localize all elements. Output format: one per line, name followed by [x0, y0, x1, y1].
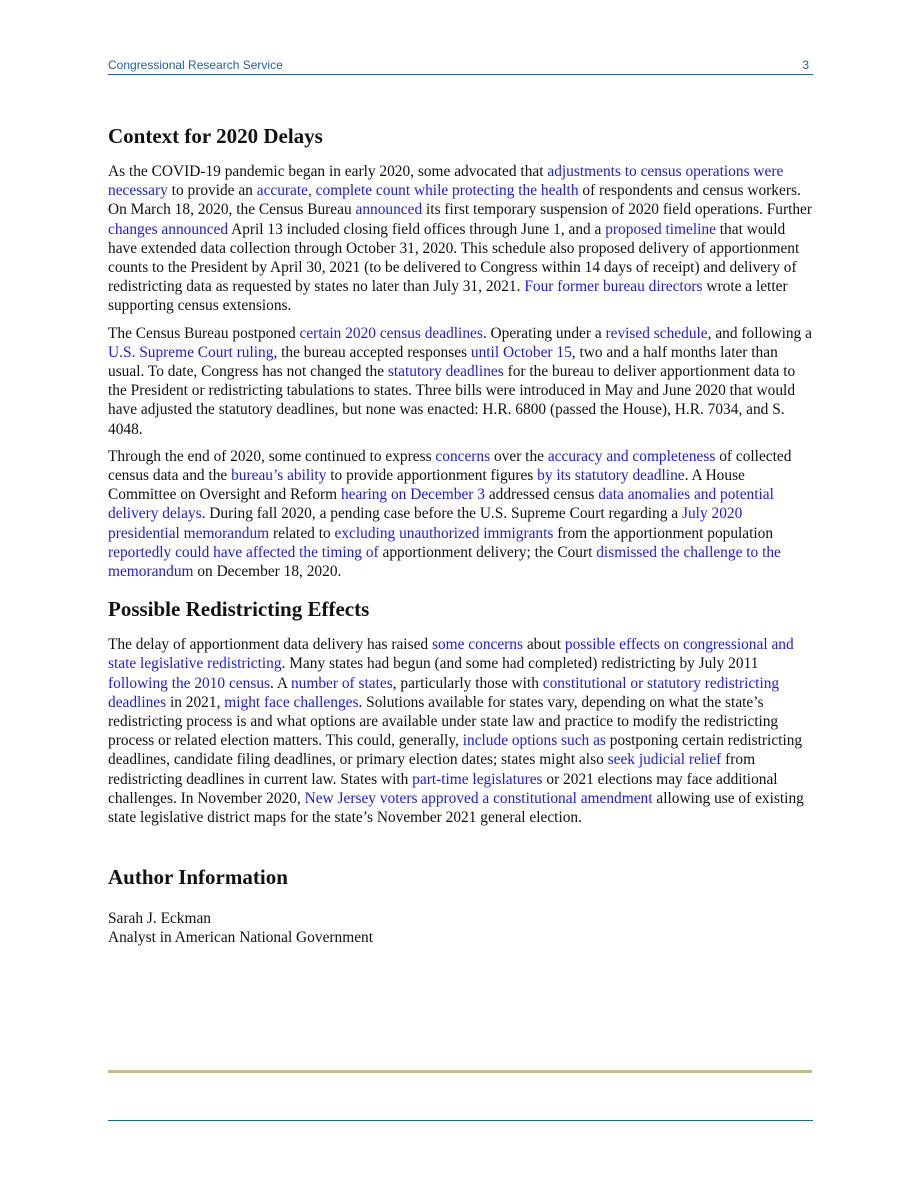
- hyperlink[interactable]: number of states: [290, 674, 393, 692]
- hyperlink[interactable]: accurate, complete count while protecting the health: [256, 182, 579, 200]
- paragraph: [108, 447, 813, 581]
- text-run: in 2021,: [166, 693, 225, 711]
- paragraph: [108, 635, 813, 827]
- paragraph: [108, 162, 813, 316]
- hyperlink[interactable]: some concerns: [431, 636, 523, 654]
- footer-rule: [108, 1120, 813, 1121]
- hyperlink[interactable]: accuracy and completeness: [547, 447, 716, 465]
- text-run: The delay of apportionment data delivery has raised: [108, 636, 432, 654]
- text-run: . During fall 2020, a pending case before the U.S. Supreme Court regarding a: [201, 505, 682, 523]
- text-run: allowing use of existing state legislative district maps for the state’s November 2021 general election.: [108, 789, 804, 827]
- text-run: to provide an: [167, 182, 257, 200]
- paragraph: [108, 324, 813, 439]
- document-body: [108, 122, 813, 947]
- text-run: Through the end of 2020, some continued to express: [108, 447, 436, 465]
- hyperlink[interactable]: Four former bureau directors: [524, 278, 703, 296]
- text-run: of collected census data and the: [108, 447, 792, 485]
- text-run: apportionment delivery; the Court: [378, 543, 597, 561]
- text-run: wrote a letter supporting census extensions.: [108, 278, 788, 315]
- hyperlink[interactable]: U.S. Supreme Court ruling: [108, 343, 274, 361]
- text-run: about: [522, 636, 565, 654]
- hyperlink[interactable]: possible effects on congressional and state legislative redistricting: [108, 636, 794, 673]
- hyperlink[interactable]: excluding unauthorized immigrants: [334, 524, 554, 542]
- text-run: . Operating under a: [482, 324, 606, 342]
- hyperlink[interactable]: changes announced: [108, 220, 229, 238]
- hyperlink[interactable]: July 2020 presidential memorandum: [108, 505, 743, 542]
- text-run: for the bureau to deliver apportionment data to the President or redistricting tabulations to states. Three bills were introduced in May and June 2020 that would have adjusted the statutory deadlines, but none was enacted: H.R. 6800 (passed the House), H.R. 7034, and S. 4048.: [108, 363, 796, 438]
- text-run: . Solutions available for states vary, depending on what the state’s redistricting process is and what options are available under state law and practice to modify the redistricting process or related election matters. This could, generally,: [108, 693, 779, 750]
- page-header: [108, 58, 813, 75]
- text-run: , two and a half months later than usual. To date, Congress has not changed the: [108, 343, 778, 381]
- text-run: its first temporary suspension of 2020 field operations. Further: [422, 201, 813, 219]
- text-run: over the: [490, 447, 548, 465]
- text-run: on December 18, 2020.: [193, 563, 342, 581]
- author-block: [108, 909, 813, 947]
- text-run: postponing certain redistricting deadlines, candidate filing deadlines, or primary election dates; states might also: [108, 732, 803, 769]
- hyperlink[interactable]: until October 15: [470, 343, 572, 361]
- section-heading-author: Author Information: [108, 865, 288, 890]
- section-heading-context: Context for 2020 Delays: [108, 124, 323, 148]
- author-name: Sarah J. Eckman: [108, 910, 212, 928]
- text-run: , the bureau accepted responses: [273, 343, 471, 361]
- hyperlink[interactable]: seek judicial relief: [607, 751, 722, 769]
- hyperlink[interactable]: hearing on December 3: [340, 486, 485, 504]
- hyperlink[interactable]: by its statutory deadline: [537, 467, 685, 485]
- text-run: that would have extended data collection through October 31, 2020. This schedule also proposed delivery of apportionment counts to the President by April 30, 2021 (to be delivered to Congress within 14 days of receipt) and delivery of redistricting data as requested by states no later than July 31, 2021.: [108, 220, 800, 296]
- text-run: . A House Committee on Oversight and Reform: [108, 467, 745, 504]
- text-run: addressed census: [484, 486, 599, 504]
- text-run: of respondents and census workers. On March 18, 2020, the Census Bureau: [108, 182, 801, 219]
- hyperlink[interactable]: certain 2020 census deadlines: [299, 324, 483, 342]
- hyperlink[interactable]: announced: [355, 201, 423, 219]
- text-run: As the COVID-19 pandemic began in early 2020, some advocated that: [108, 163, 548, 180]
- hyperlink[interactable]: bureau’s ability: [231, 467, 327, 485]
- hyperlink[interactable]: include options such as: [462, 732, 606, 750]
- hyperlink[interactable]: adjustments to census operations were necessary: [108, 163, 784, 200]
- hyperlink[interactable]: statutory deadlines: [387, 363, 504, 381]
- text-run: . Many states had begun (and some had completed) redistricting by July 2011: [281, 655, 759, 673]
- author-role: Analyst in American National Government: [108, 929, 373, 947]
- text-run: to provide apportionment figures: [326, 467, 538, 485]
- text-run: from the apportionment population: [553, 524, 774, 542]
- hyperlink[interactable]: following the 2010 census: [108, 674, 271, 692]
- hyperlink[interactable]: data anomalies and potential delivery delays: [108, 486, 774, 523]
- hyperlink[interactable]: proposed timeline: [605, 220, 716, 238]
- text-run: from redistricting deadlines in current law. States with: [108, 751, 756, 788]
- header-org: Congressional Research Service: [108, 58, 283, 72]
- hyperlink[interactable]: concerns: [435, 447, 491, 465]
- text-run: April 13 included closing field offices through June 1, and a: [228, 220, 606, 238]
- text-run: or 2021 elections may face additional challenges. In November 2020,: [108, 770, 778, 807]
- text-run: The Census Bureau postponed: [108, 324, 300, 342]
- text-run: , and following a: [707, 324, 812, 342]
- text-run: , particularly those with: [392, 674, 543, 692]
- hyperlink[interactable]: reportedly could have affected the timing of: [108, 543, 379, 561]
- text-run: related to: [269, 524, 335, 542]
- hyperlink[interactable]: might face challenges: [224, 693, 359, 711]
- footer-divider: [108, 1070, 812, 1073]
- section-heading-redistricting: Possible Redistricting Effects: [108, 597, 370, 622]
- page-number: 3: [802, 58, 809, 72]
- hyperlink[interactable]: dismissed the challenge to the memorandum: [108, 543, 781, 581]
- text-run: . A: [270, 674, 291, 692]
- hyperlink[interactable]: New Jersey voters approved a constitutional amendment: [304, 789, 653, 807]
- hyperlink[interactable]: constitutional or statutory redistricting deadlines: [108, 674, 780, 711]
- hyperlink[interactable]: revised schedule: [605, 324, 708, 342]
- hyperlink[interactable]: part-time legislatures: [412, 770, 543, 788]
